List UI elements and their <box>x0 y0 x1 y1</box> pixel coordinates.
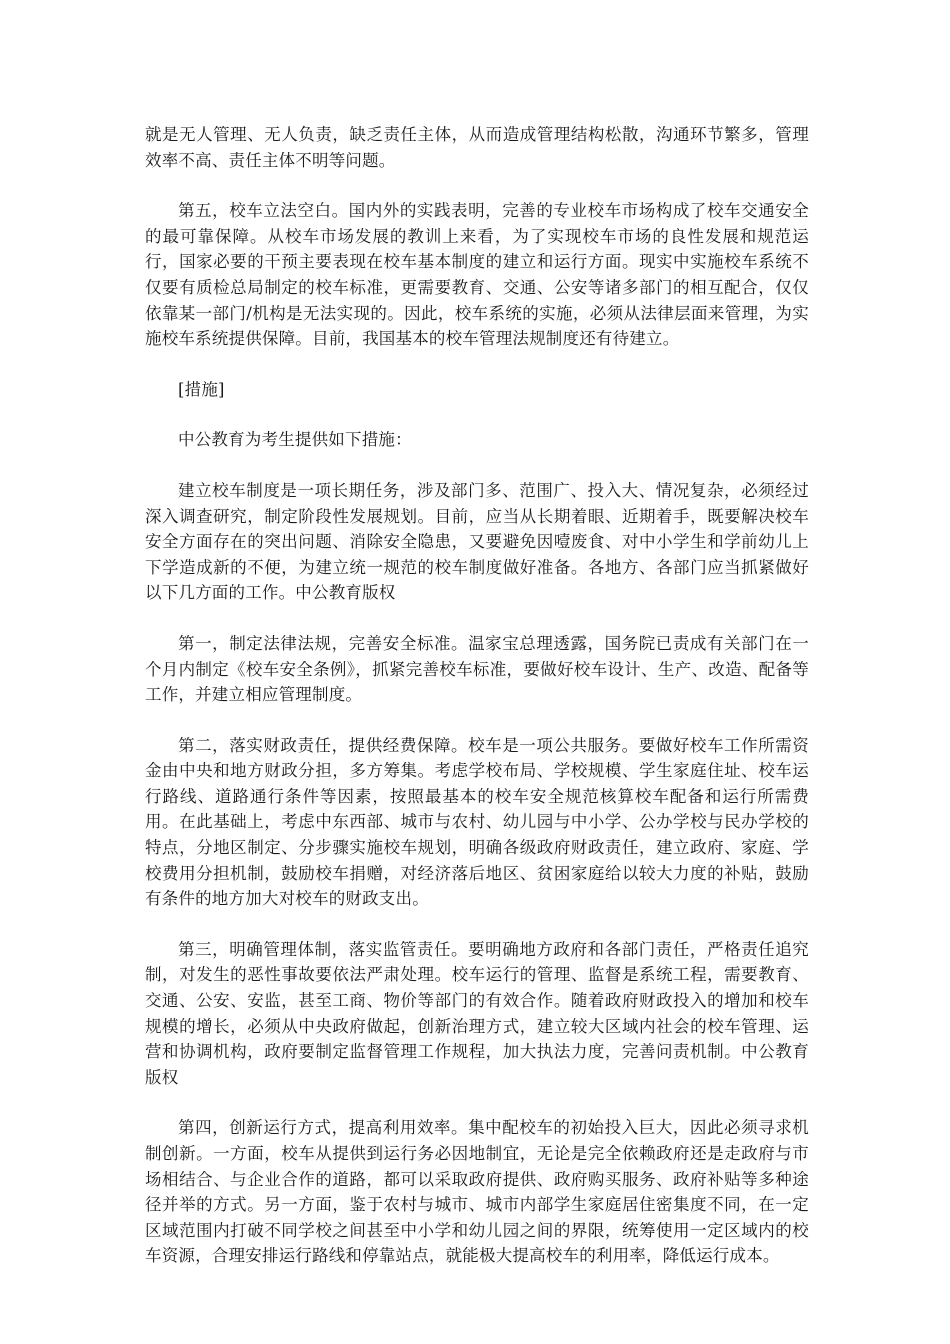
section-heading-measures: [措施] <box>178 379 225 399</box>
paragraph-continuation: 就是无人管理、无人负责，缺乏责任主体，从而造成管理结构松散，沟通环节繁多，管理效率不高、责任主体不明等问题。 <box>145 125 809 170</box>
document-body <box>145 122 809 1294</box>
paragraph-measure-three: 第三，明确管理体制，落实监管责任。要明确地方政府和各部门责任，严格责任追究制，对发生的恶性事故要依法严肃处理。校车运行的管理、监督是系统工程，需要教育、交通、公安、安监，甚至工商、物价等部门的有效合作。随着政府财政投入的增加和校车规模的增长，必须从中央政府做起，创新治理方式，建立较大区域内社会的校车管理、运营和协调机构，政府要制定监督管理工作规程，加大执法力度，完善问责机制。中公教育版权 <box>145 939 809 1087</box>
paragraph-intro-measures: 中公教育为考生提供如下措施： <box>178 430 412 450</box>
paragraph-measure-four: 第四，创新运行方式，提高利用效率。集中配校车的初始投入巨大，因此必须寻求机制创新。一方面，校车从提供到运行务必因地制宜，无论是完全依赖政府还是走政府与市场相结合、与企业合作的道路，都可以采取政府提供、政府购买服务、政府补贴等多种途径并举的方式。另一方面，鉴于农村与城市、城市内部学生家庭居住密集度不同，在一定区域范围内打破不同学校之间甚至中小学和幼儿园之间的界限，统筹使用一定区域内的校车资源，合理安排运行路线和停靠站点，就能极大提高校车的利用率，降低运行成本。 <box>145 1118 809 1266</box>
paragraph-measure-one: 第一，制定法律法规，完善安全标准。温家宝总理透露，国务院已责成有关部门在一个月内制定《校车安全条例》，抓紧完善校车标准，要做好校车设计、生产、改造、配备等工作，并建立相应管理制度。 <box>145 633 809 705</box>
paragraph-fifth-point: 第五，校车立法空白。国内外的实践表明，完善的专业校车市场构成了校车交通安全的最可靠保障。从校车市场发展的教训上来看，为了实现校车市场的良性发展和规范运行，国家必要的干预主要表现在校车基本制度的建立和运行方面。现实中实施校车系统不仅要有质检总局制定的校车标准，更需要教育、交通、公安等诸多部门的相互配合，仅仅依靠某一部门/机构是无法实现的。因此，校车系统的实施，必须从法律层面来管理，为实施校车系统提供保障。目前，我国基本的校车管理法规制度还有待建立。 <box>145 201 809 349</box>
paragraph-measure-two: 第二，落实财政责任，提供经费保障。校车是一项公共服务。要做好校车工作所需资金由中央和地方财政分担，多方筹集。考虑学校布局、学校规模、学生家庭住址、校车运行路线、道路通行条件等因素，按照最基本的校车安全规范核算校车配备和运行所需费用。在此基础上，考虑中东西部、城市与农村、幼儿园与中小学、公办学校与民办学校的特点，分地区制定、分步骤实施校车规划，明确各级政府财政责任，建立政府、家庭、学校费用分担机制，鼓励校车捐赠，对经济落后地区、贫困家庭给以较大力度的补贴，鼓励有条件的地方加大对校车的财政支出。 <box>145 735 809 909</box>
paragraph-overview: 建立校车制度是一项长期任务，涉及部门多、范围广、投入大、情况复杂，必须经过深入调查研究，制定阶段性发展规划。目前，应当从长期着眼、近期着手，既要解决校车安全方面存在的突出问题、消除安全隐患，又要避免因噎废食、对中小学生和学前幼儿上下学造成新的不便，为建立统一规范的校车制度做好准备。各地方、各部门应当抓紧做好以下几方面的工作。中公教育版权 <box>145 480 809 603</box>
